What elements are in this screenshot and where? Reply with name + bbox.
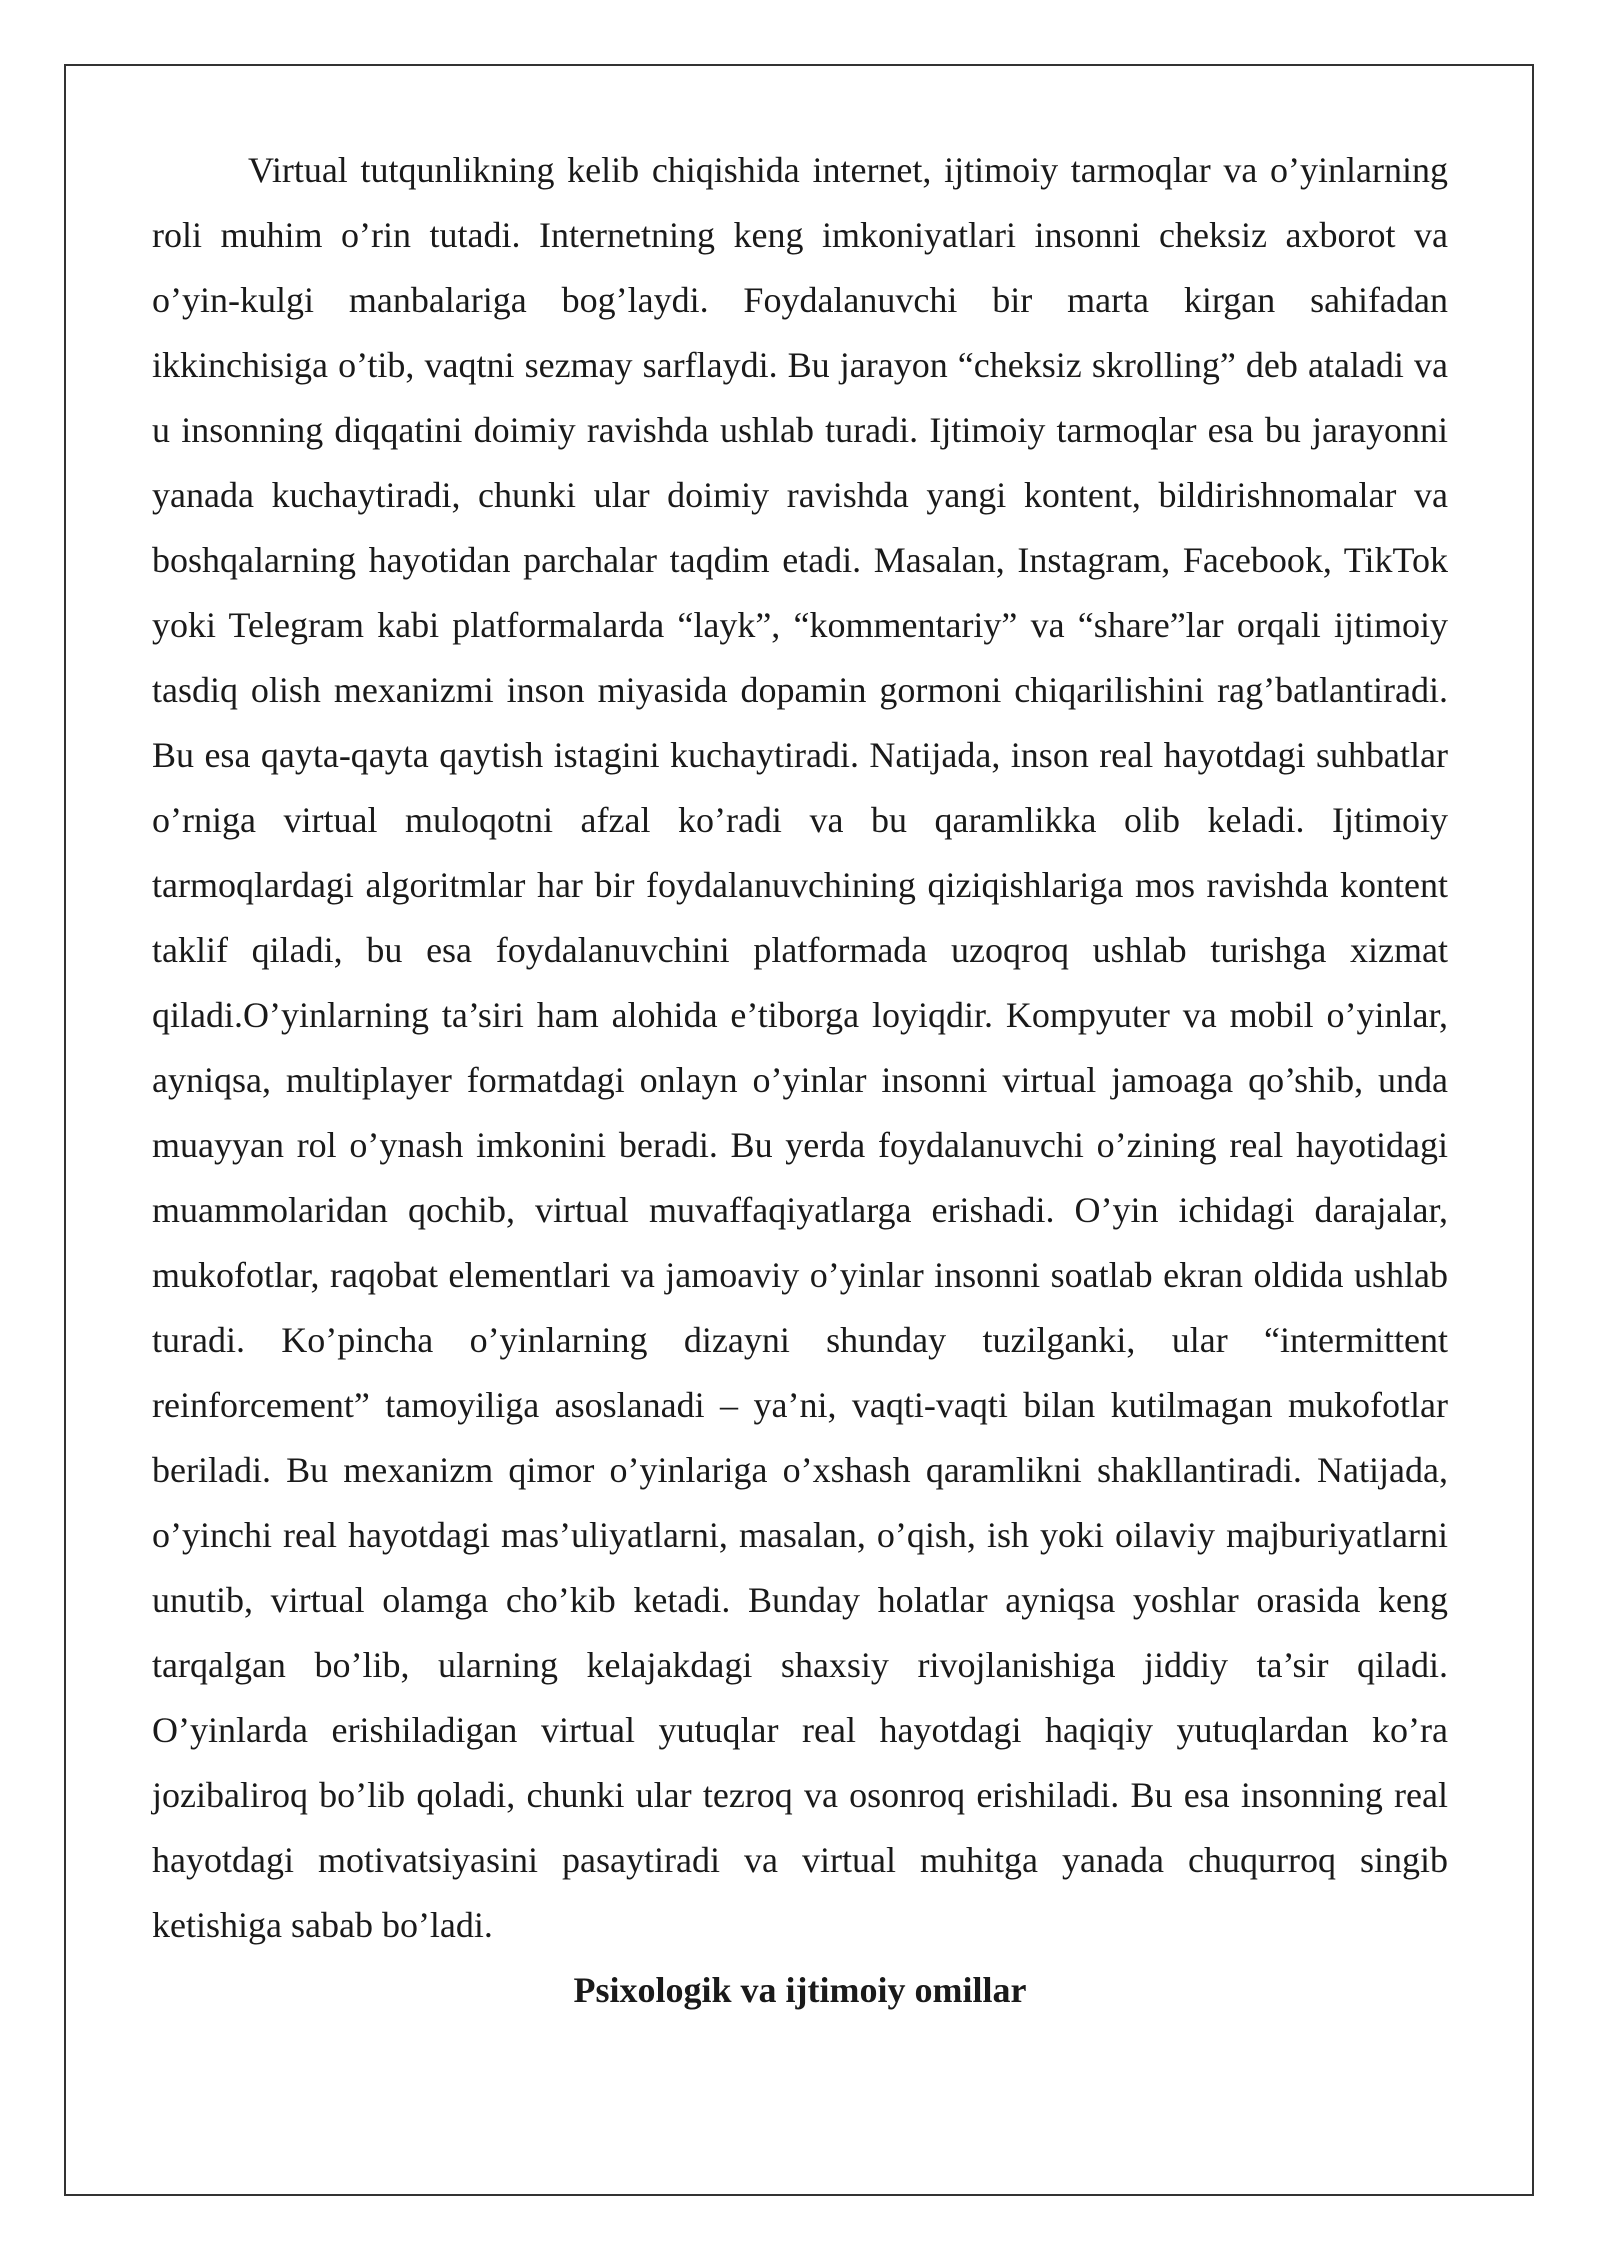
section-heading: Psixologik va ijtimoiy omillar bbox=[573, 1970, 1027, 2010]
body-paragraph: Virtual tutqunlikning kelib chiqishida internet, ijtimoiy tarmoqlar va o’yinlarning roli muhim o’rin tutadi. Internetning keng imkoniyatlari insonni cheksiz axborot va o’yin-kulgi manbalariga bog’laydi. Foydalanuvchi bir marta kirgan sahifadan ikkinchisiga o’tib, vaqtni sezmay sarflaydi. Bu jarayon “cheksiz skrolling” deb ataladi va u insonning diqqatini doimiy ravishda ushlab turadi. Ijtimoiy tarmoqlar esa bu jarayonni yanada kuchaytiradi, chunki ular doimiy ravishda yangi kontent, bildirishnomalar va boshqalarning hayotidan parchalar taqdim etadi. Masalan, Instagram, Facebook, TikTok yoki Telegram kabi platformalarda “layk”, “kommentariy” va “share”lar orqali ijtimoiy tasdiq olish mexanizmi inson miyasida dopamin gormoni chiqarilishini rag’batlantiradi. Bu esa qayta-qayta qaytish istagini kuchaytiradi. Natijada, inson real hayotdagi suhbatlar o’rniga virtual muloqotni afzal ko’radi va bu qaramlikka olib keladi. Ijtimoiy tarmoqlardagi algoritmlar har bir foydalanuvchining qiziqishlariga mos ravishda kontent taklif qiladi, bu esa foydalanuvchini platformada uzoqroq ushlab turishga xizmat qiladi.O’yinlarning ta’siri ham alohida e’tiborga loyiqdir. Kompyuter va mobil o’yinlar, ayniqsa, multiplayer formatdagi onlayn o’yinlar insonni virtual jamoaga qo’shib, unda muayyan rol o’ynash imkonini beradi. Bu yerda foydalanuvchi o’zining real hayotidagi muammolaridan qochib, virtual muvaffaqiyatlarga erishadi. O’yin ichidagi darajalar, mukofotlar, raqobat elementlari va jamoaviy o’yinlar insonni soatlab ekran oldida ushlab turadi. Ko’pincha o’yinlarning dizayni shunday tuzilganki, ular “intermittent reinforcement” tamoyiliga asoslanadi – ya’ni, vaqti-vaqti bilan kutilmagan mukofotlar beriladi. Bu mexanizm qimor o’yinlariga o’xshash qaramlikni shakllantiradi. Natijada, o’yinchi real hayotdagi mas’uliyatlarni, masalan, o’qish, ish yoki oilaviy majburiyatlarni unutib, virtual olamga cho’kib ketadi. Bunday holatlar ayniqsa yoshlar orasida keng tarqalgan bo’lib, ularning kelajakdagi shaxsiy rivojlanishiga jiddiy ta’sir qiladi. O’yinlarda erishiladigan virtual yutuqlar real hayotdagi haqiqiy yutuqlardan ko’ra jozibaliroq bo’lib qoladi, chunki ular tezroq va osonroq erishiladi. Bu esa insonning real hayotdagi motivatsiyasini pasaytiradi va virtual muhitga yanada chuqurroq singib ketishiga sabab bo’ladi. bbox=[152, 150, 1448, 1945]
document-content bbox=[152, 138, 1448, 2023]
